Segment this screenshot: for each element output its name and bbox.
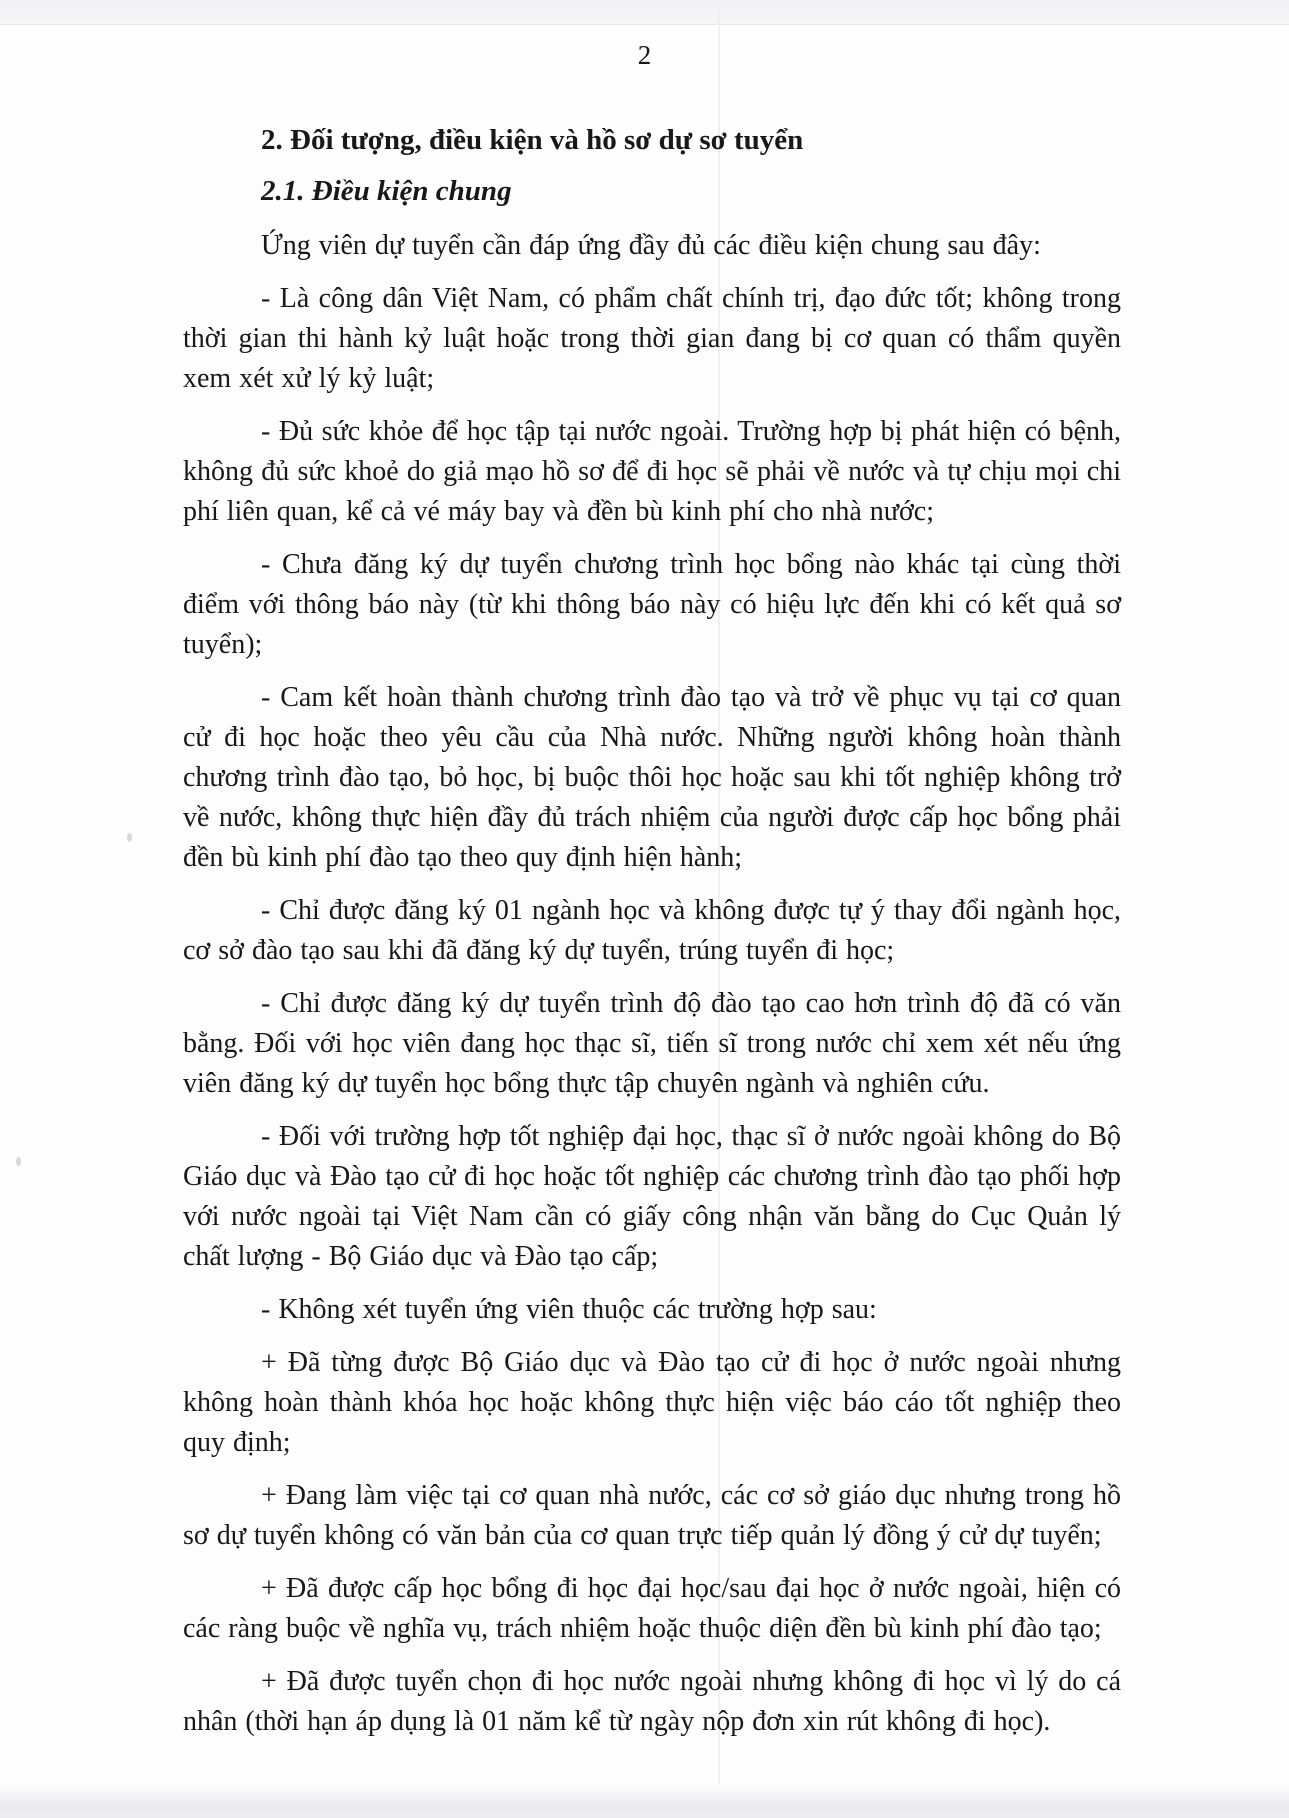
paragraph-exclusion-withdrew-personal-reason: + Đã được tuyển chọn đi học nước ngoài nhưng không đi học vì lý do cá nhân (thời hạn áp dụng là 01 năm kể từ ngày nộp đơn xin rút không đi học). — [183, 1666, 1121, 1737]
page-number: 2 — [637, 40, 652, 70]
paragraph-exclusion-incomplete-course: + Đã từng được Bộ Giáo dục và Đào tạo cử đi học ở nước ngoài nhưng không hoàn thành khóa học hoặc không thực hiện việc báo cáo tốt nghiệp theo quy định; — [183, 1347, 1121, 1458]
paragraph-condition-health: - Đủ sức khỏe để học tập tại nước ngoài. Trường hợp bị phát hiện có bệnh, không đủ sức khoẻ do giả mạo hồ sơ để đi học sẽ phải về nước và tự chịu mọi chi phí liên quan, kể cả vé máy bay và đền bù kinh phí cho nhà nước; — [183, 416, 1121, 527]
paragraph-condition-higher-degree: - Chỉ được đăng ký dự tuyển trình độ đào tạo cao hơn trình độ đã có văn bằng. Đối với học viên đang học thạc sĩ, tiến sĩ trong nước chỉ xem xét nếu ứng viên đăng ký dự tuyển học bổng thực tập chuyên ngành và nghiên cứu. — [183, 988, 1121, 1099]
document-content — [183, 124, 1121, 1755]
scan-edge-bottom — [0, 1784, 1289, 1818]
scan-speck — [16, 1157, 21, 1166]
paragraph-exclusion-existing-obligations: + Đã được cấp học bổng đi học đại học/sau đại học ở nước ngoài, hiện có các ràng buộc về nghĩa vụ, trách nhiệm hoặc thuộc diện đền bù kinh phí đào tạo; — [183, 1573, 1121, 1644]
paragraph-condition-no-other-scholarship: - Chưa đăng ký dự tuyển chương trình học bổng nào khác tại cùng thời điểm với thông báo này (từ khi thông báo này có hiệu lực đến khi có kết quả sơ tuyển); — [183, 549, 1121, 660]
paragraph-exclusion-header: - Không xét tuyển ứng viên thuộc các trường hợp sau: — [261, 1294, 877, 1325]
section-heading: 2. Đối tượng, điều kiện và hồ sơ dự sơ tuyển — [261, 124, 804, 156]
paragraph-exclusion-no-approval-letter: + Đang làm việc tại cơ quan nhà nước, các cơ sở giáo dục nhưng trong hồ sơ dự tuyển không có văn bản của cơ quan trực tiếp quản lý đồng ý cử dự tuyển; — [183, 1480, 1121, 1551]
subsection-heading: 2.1. Điều kiện chung — [261, 175, 512, 207]
scan-edge-top — [0, 0, 1289, 25]
paragraph-condition-commitment: - Cam kết hoàn thành chương trình đào tạo và trở về phục vụ tại cơ quan cử đi học hoặc theo yêu cầu của Nhà nước. Những người không hoàn thành chương trình đào tạo, bỏ học, bị buộc thôi học hoặc sau khi tốt nghiệp không trở về nước, không thực hiện đầy đủ trách nhiệm của người được cấp học bổng phải đền bù kinh phí đào tạo theo quy định hiện hành; — [183, 682, 1121, 873]
paragraph-condition-single-major: - Chỉ được đăng ký 01 ngành học và không được tự ý thay đổi ngành học, cơ sở đào tạo sau khi đã đăng ký dự tuyển, trúng tuyển đi học; — [183, 895, 1121, 966]
paragraph-condition-degree-recognition: - Đối với trường hợp tốt nghiệp đại học, thạc sĩ ở nước ngoài không do Bộ Giáo dục và Đào tạo cử đi học hoặc tốt nghiệp các chương trình đào tạo phối hợp với nước ngoài tại Việt Nam cần có giấy công nhận văn bằng do Cục Quản lý chất lượng - Bộ Giáo dục và Đào tạo cấp; — [183, 1121, 1121, 1272]
paragraph-intro: Ứng viên dự tuyển cần đáp ứng đầy đủ các điều kiện chung sau đây: — [261, 230, 1041, 261]
scan-speck — [127, 833, 132, 842]
paragraph-condition-citizen: - Là công dân Việt Nam, có phẩm chất chính trị, đạo đức tốt; không trong thời gian thi hành kỷ luật hoặc trong thời gian đang bị cơ quan có thẩm quyền xem xét xử lý kỷ luật; — [183, 283, 1121, 394]
